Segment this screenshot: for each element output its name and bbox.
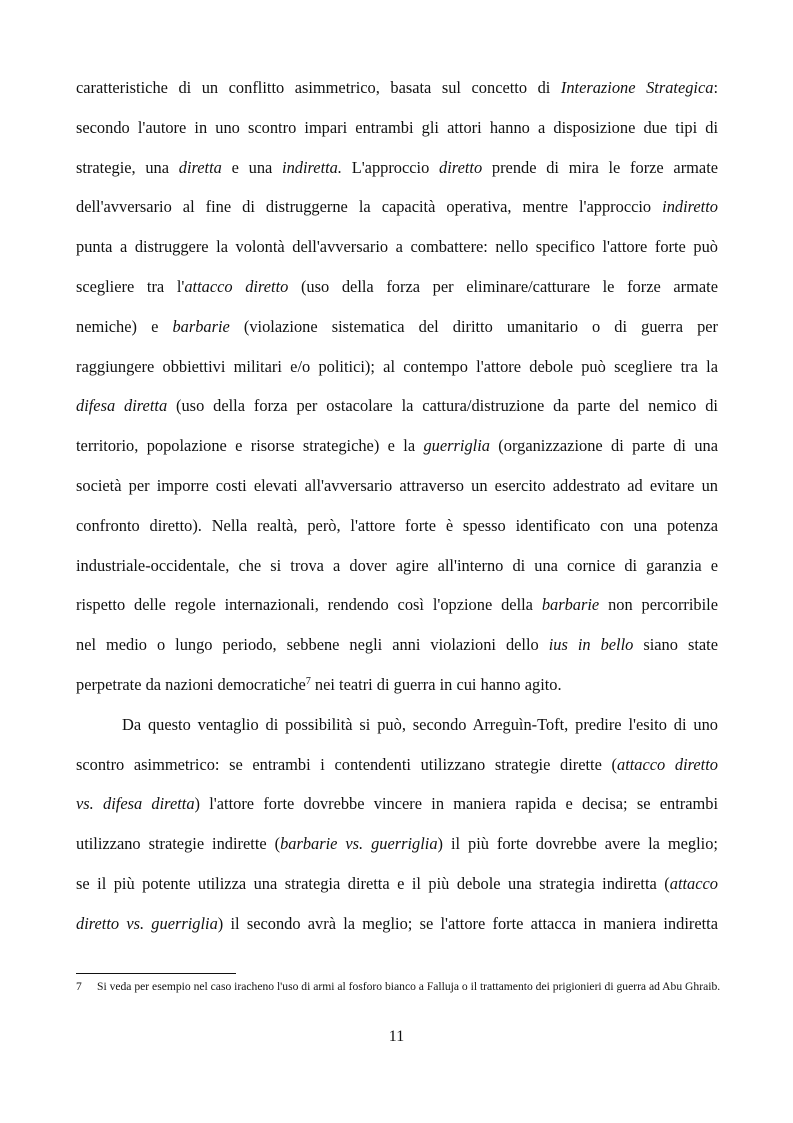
text-line <box>76 347 718 387</box>
text-line <box>76 904 718 944</box>
text-run: nel medio o lungo periodo, sebbene negli anni violazioni dello <box>76 635 549 655</box>
text-line <box>76 227 718 267</box>
text-run: Da questo ventaglio di possibilità si può, secondo Arreguìn-Toft, predire l'esito di uno <box>122 714 718 734</box>
text-run: (violazione sistematica del diritto umanitario o di guerra per <box>229 316 718 336</box>
italic-text: difesa diretta <box>76 396 168 416</box>
paragraph <box>76 68 718 705</box>
text-line <box>76 187 718 227</box>
text-line <box>76 307 718 347</box>
text-line <box>76 824 718 864</box>
text-run: : <box>713 78 718 97</box>
text-line <box>76 625 718 665</box>
text-run: nei teatri di guerra in cui hanno agito. <box>310 674 562 694</box>
text-run: scontro asimmetrico: se entrambi i contendenti utilizzano strategie dirette ( <box>76 754 617 774</box>
text-line <box>76 784 718 824</box>
text-run: ) l'attore forte dovrebbe vincere in maniera rapida e decisa; se entrambi <box>194 794 718 814</box>
text-line <box>76 148 718 188</box>
text-run: ) il secondo avrà la meglio; se l'attore forte attacca in maniera indiretta <box>217 913 718 933</box>
italic-text: vs. difesa diretta <box>76 794 195 814</box>
footnote-ref: 7 <box>305 675 311 687</box>
text-run: L'approccio <box>341 157 440 177</box>
italic-text: attacco <box>669 873 718 893</box>
text-run: secondo l'autore in uno scontro impari entrambi gli attori hanno a disposizione due tipi di <box>76 117 718 137</box>
body-text <box>76 68 718 944</box>
text-line <box>76 745 718 785</box>
italic-text: attacco diretto <box>184 276 289 296</box>
page-number: 11 <box>388 1028 405 1045</box>
text-run: utilizzano strategie indirette ( <box>76 834 281 854</box>
text-line <box>76 386 718 426</box>
text-line <box>76 267 718 307</box>
text-line <box>76 506 718 546</box>
text-line <box>76 585 718 625</box>
footnote-text: Si veda per esempio nel caso iracheno l'uso di armi al fosforo bianco a Falluja o il trattamento dei prigionieri di guerra ad Abu Ghraib. <box>97 980 721 993</box>
text-run: raggiungere obbiettivi militari e/o politici); al contempo l'attore debole può scegliere tra la <box>76 356 718 376</box>
text-run: punta a distruggere la volontà dell'avversario a combattere: nello specifico l'attore forte può <box>76 237 718 257</box>
text-line <box>76 705 718 745</box>
footnote <box>76 979 736 996</box>
text-line <box>76 864 718 904</box>
italic-text: indiretto <box>662 197 718 217</box>
paragraph <box>76 705 718 944</box>
italic-text: ius in bello <box>548 635 634 655</box>
text-run: strategie, una <box>76 157 179 177</box>
italic-text: diretto <box>439 157 483 177</box>
text-run: (uso della forza per eliminare/catturare le forze armate <box>288 276 718 296</box>
italic-text: indiretta. <box>282 157 342 177</box>
italic-text: diretto vs. guerriglia <box>76 913 218 933</box>
text-run: se il più potente utilizza una strategia diretta e il più debole una strategia indiretta ( <box>76 873 670 893</box>
text-run: prende di mira le forze armate <box>482 157 718 177</box>
text-line <box>76 426 718 466</box>
italic-text: Interazione Strategica <box>560 78 714 97</box>
text-line <box>76 68 718 108</box>
text-run: industriale-occidentale, che si trova a dover agire all'interno di una cornice di garanzia e <box>76 555 718 575</box>
text-run: (organizzazione di parte di una <box>489 436 718 456</box>
text-run: società per imporre costi elevati all'avversario attraverso un esercito addestrato ad evitare un <box>76 475 718 495</box>
text-run: confronto diretto). Nella realtà, però, l'attore forte è spesso identificato con una potenza <box>76 515 718 535</box>
text-run: e una <box>221 157 283 177</box>
text-run: rispetto delle regole internazionali, rendendo così l'opzione della <box>76 595 542 615</box>
italic-text: barbarie vs. guerriglia <box>280 834 438 854</box>
text-line <box>76 108 718 148</box>
text-run: ) il più forte dovrebbe avere la meglio; <box>437 834 718 854</box>
footnote-separator <box>76 973 236 974</box>
text-line <box>76 466 718 506</box>
italic-text: barbarie <box>541 595 600 615</box>
text-line <box>76 665 718 705</box>
text-run: (uso della forza per ostacolare la cattura/distruzione da parte del nemico di <box>167 396 718 416</box>
text-run: territorio, popolazione e risorse strategiche) e la <box>76 436 424 456</box>
text-run: dell'avversario al fine di distruggerne la capacità operativa, mentre l'approccio <box>76 197 663 217</box>
text-run: perpetrate da nazioni democratiche <box>76 674 306 694</box>
text-run: nemiche) e <box>76 316 173 336</box>
italic-text: barbarie <box>172 316 230 336</box>
text-run: scegliere tra l' <box>76 276 185 296</box>
italic-text: guerriglia <box>423 436 490 456</box>
text-run: siano state <box>633 635 718 655</box>
italic-text: diretta <box>178 157 222 177</box>
footnote-number: 7 <box>76 980 82 993</box>
text-run: caratteristiche di un conflitto asimmetrico, basata sul concetto di <box>76 78 561 97</box>
text-line <box>76 546 718 586</box>
text-run: non percorribile <box>599 595 718 615</box>
italic-text: attacco diretto <box>617 754 718 774</box>
